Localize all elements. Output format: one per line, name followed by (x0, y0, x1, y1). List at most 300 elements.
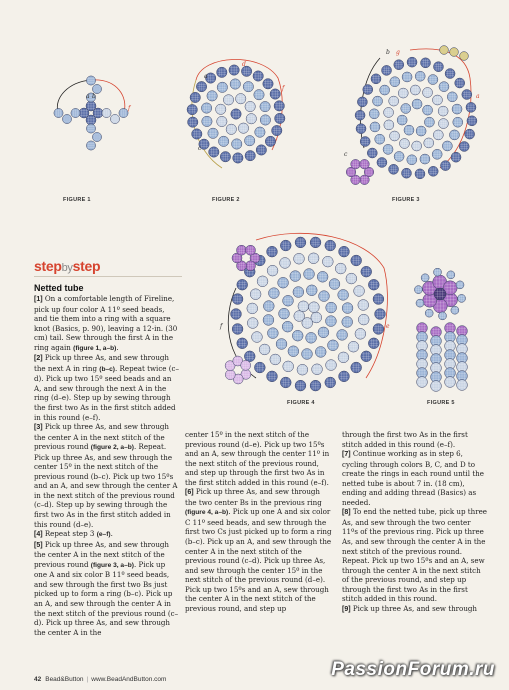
seed-bead (397, 115, 407, 125)
seed-bead (283, 295, 294, 306)
seed-bead (244, 136, 254, 146)
seed-bead (308, 302, 319, 313)
seed-bead (278, 277, 289, 288)
seed-bead (319, 291, 330, 302)
seed-bead (407, 57, 417, 67)
seed-bead (268, 288, 279, 299)
subhead-netted-tube: Netted tube (34, 283, 84, 293)
seed-bead (358, 314, 369, 325)
seed-bead (361, 266, 372, 277)
path-point-label: f (128, 105, 131, 112)
section-heading (34, 258, 100, 274)
seed-bead (243, 81, 253, 91)
seed-bead (367, 148, 377, 158)
seed-bead (459, 141, 469, 151)
seed-bead (467, 116, 477, 126)
seed-bead (247, 318, 258, 329)
figure-reference: (figure 4, a–b) (185, 509, 229, 517)
seed-bead (439, 82, 449, 92)
seed-bead (433, 62, 443, 72)
seed-bead (370, 122, 380, 132)
seed-bead (267, 246, 278, 257)
seed-bead (339, 371, 350, 382)
step-paragraph (34, 353, 180, 422)
seed-bead (322, 256, 333, 267)
seed-bead (339, 246, 350, 257)
seed-bead (389, 164, 399, 174)
seed-bead (358, 300, 369, 311)
step-paragraph (34, 529, 180, 540)
seed-bead (424, 117, 434, 127)
heading-step2: step (72, 258, 101, 274)
seed-bead (447, 271, 455, 279)
seed-bead (245, 101, 255, 111)
path-point-label: f (220, 323, 223, 330)
seed-bead (231, 309, 242, 320)
seed-bead (312, 364, 323, 375)
step-text: To end the netted tube, pick up three As, and sew through the two center 11ºs of the previous ring. Pick up three As, and sew through the center A in the next stitch of the previous round. Repeat. Pick up two 15ºs and an A, sew through the center A in the next stitch of the previous round, and step up through the first two As in the first stitch added in this round. (342, 507, 487, 604)
seed-bead (355, 110, 365, 120)
seed-bead (421, 58, 431, 68)
seed-bead (389, 96, 399, 106)
seed-bead (260, 115, 270, 125)
seed-bead (318, 327, 329, 338)
seed-bead (217, 67, 227, 77)
seed-bead (294, 253, 305, 264)
step-paragraph (34, 294, 180, 353)
seed-bead (304, 269, 315, 280)
seed-bead (223, 95, 233, 105)
seed-bead (297, 364, 308, 375)
seed-bead (270, 354, 281, 365)
seed-bead (377, 157, 387, 167)
seed-bead (452, 104, 462, 114)
text-column-2 (185, 430, 333, 613)
seed-bead (265, 136, 275, 146)
seed-bead (439, 312, 447, 320)
seed-bead (310, 380, 321, 391)
figure-5-diagram (406, 268, 474, 394)
seed-bead (256, 145, 266, 155)
seed-bead (390, 131, 400, 141)
seed-bead (290, 271, 301, 282)
seed-bead (272, 125, 282, 135)
step-paragraph (34, 422, 180, 529)
seed-bead (356, 124, 366, 134)
step-paragraph (34, 540, 180, 637)
figure-reference: (e–f) (96, 531, 111, 539)
seed-bead (192, 129, 202, 139)
step-text: . Repeat twice (c–d). Pick up two 15º seed beads and an A, and sew through the next A in the ring (d–e). Step up by sewing through the first two As in the first stitch added in this round (e–f). (34, 363, 180, 422)
seed-bead (401, 168, 411, 178)
page-number: 42 (34, 676, 42, 683)
step-text: center 15º in the next stitch of the previous round (d–e). Pick up two 15ºs and an A, sew through the center 11º in the next stitch of the previous round, and step up through the first two As in the first stitch added in this round (e–f). (185, 430, 330, 487)
seed-bead (274, 101, 284, 111)
seed-bead (102, 108, 111, 117)
seed-bead (357, 97, 367, 107)
seed-bead (280, 258, 291, 269)
step-text: Pick up three As, and sew through the two center Bs in the previous ring (185, 487, 322, 507)
seed-bead (263, 301, 274, 312)
text-column-3 (342, 430, 488, 614)
seed-bead (62, 114, 71, 123)
seed-bead (329, 279, 340, 290)
seed-bead (237, 245, 247, 255)
seed-bead (250, 289, 261, 300)
seed-bead (355, 328, 366, 339)
path-point-label: f (282, 85, 285, 92)
seed-bead (246, 245, 256, 255)
figure-reference: (figure 2, a–b) (90, 444, 134, 452)
seed-bead (270, 89, 280, 99)
seed-bead (361, 351, 372, 362)
step-number: [9] (342, 605, 351, 613)
seed-bead (54, 108, 63, 117)
seed-bead (280, 240, 291, 251)
seed-bead (456, 281, 464, 289)
seed-bead (231, 109, 241, 119)
path-point-label: g (396, 49, 400, 56)
step-paragraph (185, 430, 333, 487)
seed-bead (368, 279, 379, 290)
seed-bead (236, 94, 246, 104)
seed-bead (412, 141, 422, 151)
seed-bead (328, 340, 339, 351)
seed-bead (432, 149, 442, 159)
seed-bead (294, 311, 305, 322)
seed-bead (220, 152, 230, 162)
seed-bead (438, 119, 448, 129)
step-number: [5] (34, 541, 43, 549)
path-point-label: a (86, 93, 90, 100)
step-text: . (116, 342, 119, 352)
figure-3-diagram (340, 38, 480, 188)
seed-bead (326, 360, 337, 371)
heading-step: step (34, 258, 62, 274)
path-point-label: e (386, 323, 390, 330)
seed-bead (218, 136, 228, 146)
seed-bead (292, 330, 303, 341)
seed-bead (346, 273, 357, 284)
seed-bead (86, 141, 95, 150)
seed-bead (447, 92, 457, 102)
seed-bead (415, 169, 425, 179)
seed-bead (402, 72, 412, 82)
seed-bead (407, 155, 417, 165)
seed-bead (260, 101, 270, 111)
step-paragraph (342, 449, 488, 507)
seed-bead (360, 175, 370, 185)
seed-bead (279, 308, 290, 319)
seed-bead (308, 253, 319, 264)
seed-bead (337, 329, 348, 340)
path-point-label: a (476, 93, 480, 100)
seed-bead (306, 285, 317, 296)
seed-bead (465, 129, 475, 139)
figure-reference: (b–c) (99, 365, 116, 373)
seed-bead (315, 347, 326, 358)
step-number: [3] (34, 424, 43, 432)
seed-bead (416, 299, 424, 307)
seed-bead (451, 152, 461, 162)
seed-bead (86, 124, 95, 133)
seed-bead (252, 332, 263, 343)
seed-bead (229, 65, 239, 75)
step-number: [8] (342, 509, 351, 517)
seed-bead (298, 301, 309, 312)
seed-bead (451, 306, 459, 314)
seed-bead (458, 294, 466, 302)
seed-bead (263, 79, 273, 89)
seed-bead (306, 332, 317, 343)
seed-bead (188, 117, 198, 127)
figure-reference: (figure 1, a–b) (73, 344, 117, 352)
figure-4-diagram (216, 228, 396, 396)
step-text: through the first two As in the first stitch added in this round (e–f). (342, 430, 468, 449)
seed-bead (466, 102, 476, 112)
seed-bead (433, 130, 443, 140)
seed-bead (282, 321, 293, 332)
seed-bead (351, 255, 362, 266)
step-text: Pick up three As, and sew through the center A in the next stitch of the previous round (34, 539, 170, 569)
seed-bead (375, 134, 385, 144)
path-point-label: c (198, 145, 202, 152)
seed-bead (246, 261, 256, 271)
seed-bead (412, 99, 422, 109)
seed-bead (434, 288, 446, 300)
seed-bead (326, 316, 337, 327)
path-point-label: d (242, 61, 246, 68)
seed-bead (342, 303, 353, 314)
seed-bead (440, 161, 450, 171)
seed-bead (71, 108, 80, 117)
seed-bead (432, 95, 442, 105)
path-point-label: c (344, 151, 348, 158)
seed-bead (442, 141, 452, 151)
seed-bead (383, 144, 393, 154)
figure-2-diagram (182, 50, 292, 180)
seed-bead (360, 159, 370, 169)
seed-bead (414, 286, 422, 294)
seed-bead (263, 315, 274, 326)
step-text: . Repeat. Pick up three As, and sew through the center 15º in the next stitch of the previous round (b–c). Pick up two 15ºs and an A, and sew through the center A in the next stitch of the previous round (c–d). Step up by sewing through the first two As in the first stitch added in this round (d–e). (34, 442, 178, 529)
seed-bead (233, 153, 243, 163)
magazine-name: Bead&Button (45, 676, 84, 683)
seed-bead (384, 120, 394, 130)
seed-bead (424, 138, 434, 148)
magazine-url: www.BeadAndButton.com (91, 676, 167, 683)
seed-bead (110, 114, 119, 123)
seed-bead (280, 377, 291, 388)
step-text: . Pick up one A and six color C 11º seed beads, and sew through the first two Cs just picked up to form a ring (b–c). Pick up an A, and sew through the center A in the next stitch of the previous round (c–d). Pick up three As, and sew through the center 15º in the next stitch of the previous round (d–e). Pick up two 15ºs and an A, sew through the center A in the next stitch of the previous round, and step up (185, 507, 332, 613)
seed-bead (425, 309, 433, 317)
seed-bead (428, 166, 438, 176)
seed-bead (431, 381, 442, 392)
seed-bead (423, 87, 433, 97)
step-text: Repeat step 3 (42, 529, 97, 539)
seed-bead (187, 104, 197, 114)
seed-bead (404, 125, 414, 135)
path-point-label: b (386, 49, 390, 56)
seed-bead (317, 271, 328, 282)
seed-bead (457, 380, 468, 391)
seed-bead (310, 237, 321, 248)
seed-bead (267, 328, 278, 339)
seed-bead (255, 127, 265, 137)
seed-bead (259, 344, 270, 355)
seed-bead (399, 139, 409, 149)
seed-bead (217, 116, 227, 126)
seed-bead (371, 74, 381, 84)
step-text: Pick up three As, and sew through (350, 603, 478, 613)
seed-bead (354, 286, 365, 297)
seed-bead (246, 114, 256, 124)
seed-bead (232, 324, 243, 335)
seed-bead (449, 130, 459, 140)
seed-bead (254, 362, 265, 373)
seed-bead (226, 124, 236, 134)
seed-bead (267, 371, 278, 382)
step-text: . Pick up one A and six color B 11º seed beads, and sew through the first two Bs just picked up to form a ring (b–c). Pick up an A, and sew through the center A in the next stitch of the previous round (c–d). Pick up three As, and sew through the center A in the (34, 559, 179, 637)
seed-bead (462, 89, 472, 99)
heading-rule (34, 276, 182, 277)
figure-reference: (figure 3, a–b) (90, 561, 134, 569)
seed-bead (237, 279, 248, 290)
seed-bead (86, 76, 95, 85)
seed-bead (416, 126, 426, 136)
figure-1-diagram (48, 68, 134, 158)
seed-bead (93, 108, 103, 118)
seed-bead (325, 377, 336, 388)
seed-bead (363, 85, 373, 95)
seed-bead (202, 116, 212, 126)
seed-bead (460, 52, 469, 61)
seed-bead (237, 338, 248, 349)
seed-bead (119, 108, 128, 117)
seed-bead (360, 137, 370, 147)
seed-bead (196, 81, 206, 91)
seed-bead (238, 123, 248, 133)
seed-bead (438, 106, 448, 116)
seed-bead (253, 71, 263, 81)
figure-4-label: FIGURE 4 (287, 400, 315, 406)
seed-bead (415, 71, 425, 81)
seed-bead (450, 48, 459, 57)
seed-bead (380, 85, 390, 95)
step-number: [1] (34, 296, 43, 303)
seed-bead (421, 274, 429, 282)
step-paragraph (342, 507, 488, 603)
seed-bead (325, 240, 336, 251)
figure-3-label: FIGURE 3 (392, 197, 420, 203)
seed-bead (257, 276, 268, 287)
seed-bead (368, 338, 379, 349)
seed-bead (295, 380, 306, 391)
figure-1-label: FIGURE 1 (63, 197, 91, 203)
seed-bead (351, 159, 361, 169)
seed-bead (369, 109, 379, 119)
seed-bead (445, 377, 456, 388)
seed-bead (338, 352, 349, 363)
seed-bead (338, 289, 349, 300)
seed-bead (375, 309, 386, 320)
seed-bead (207, 91, 217, 101)
seed-bead (201, 103, 211, 113)
seed-bead (230, 79, 240, 89)
seed-bead (232, 139, 242, 149)
seed-bead (410, 85, 420, 95)
page-footer: 42 Bead&Button | www.BeadAndButton.com (34, 676, 167, 683)
text-column-1 (34, 294, 180, 637)
step-paragraph (185, 487, 333, 613)
seed-bead (445, 69, 455, 79)
seed-bead (384, 107, 394, 117)
seed-bead (209, 147, 219, 157)
seed-bead (351, 362, 362, 373)
seed-bead (348, 341, 359, 352)
step-text: Continue working as in step 6, cycling through colors B, C, and D to create the rings in each round until the netted tube is about 7 in. (18 cm), ending and adding thread (Basics) as needed. (342, 449, 484, 507)
seed-bead (283, 361, 294, 372)
seed-bead (216, 104, 226, 114)
step-number: [2] (34, 355, 43, 363)
step-number: [7] (342, 451, 351, 459)
seed-bead (217, 82, 227, 92)
seed-bead (267, 265, 278, 276)
step-number: [6] (185, 489, 194, 497)
seed-bead (342, 317, 353, 328)
seed-bead (79, 108, 89, 118)
seed-bead (335, 263, 346, 274)
step-paragraph (342, 604, 488, 615)
watermark-logo: PassionForum.ru (331, 659, 495, 680)
seed-bead (401, 103, 411, 113)
seed-bead (455, 78, 465, 88)
seed-bead (288, 346, 299, 357)
seed-bead (420, 154, 430, 164)
step-text: . (110, 529, 113, 539)
seed-bead (423, 105, 433, 115)
heading-by: by (61, 262, 73, 274)
seed-bead (247, 303, 258, 314)
seed-bead (440, 46, 449, 55)
seed-bead (302, 349, 313, 360)
seed-bead (417, 377, 428, 388)
seed-bead (390, 77, 400, 87)
seed-bead (373, 324, 384, 335)
path-point-label: a (204, 73, 208, 80)
seed-bead (275, 113, 285, 123)
seed-bead (398, 88, 408, 98)
seed-bead (373, 294, 384, 305)
seed-bead (428, 75, 438, 85)
seed-bead (232, 294, 243, 305)
step-paragraph (342, 430, 488, 449)
step-text: Pick up three As, and sew through the next A in ring (34, 353, 170, 373)
seed-bead (190, 92, 200, 102)
seed-bead (433, 268, 441, 276)
figure-2-label: FIGURE 2 (212, 197, 240, 203)
path-point-label: b (92, 93, 96, 100)
seed-bead (394, 60, 404, 70)
seed-bead (293, 287, 304, 298)
seed-bead (373, 96, 383, 106)
seed-bead (394, 151, 404, 161)
seed-bead (326, 302, 337, 313)
seed-bead (276, 339, 287, 350)
seed-bead (295, 237, 306, 248)
step-text: Pick up three As, and sew through the center A in the next stitch of the previous round (34, 422, 170, 452)
seed-bead (241, 360, 251, 370)
